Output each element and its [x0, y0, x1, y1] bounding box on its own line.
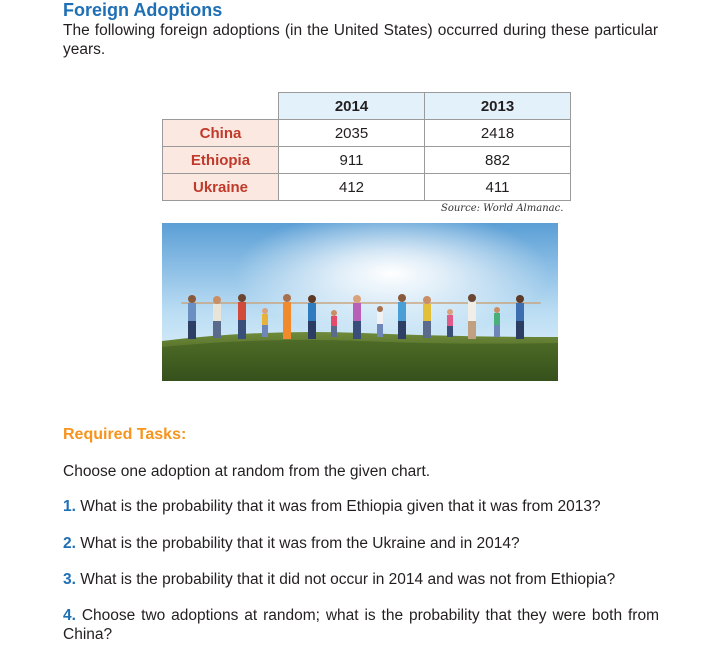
question-number: 3.	[63, 571, 76, 588]
table-cell: 411	[425, 174, 571, 201]
table-header-row	[163, 93, 571, 120]
row-header-china: China	[163, 120, 279, 147]
table-row	[163, 174, 571, 201]
question-3	[63, 570, 663, 589]
table-row	[163, 120, 571, 147]
table-cell: 882	[425, 147, 571, 174]
table-cell: 2418	[425, 120, 571, 147]
row-header-ukraine: Ukraine	[163, 174, 279, 201]
question-text: Choose two adoptions at random; what is the probability that they were both from China?	[63, 607, 659, 643]
table-cell: 412	[279, 174, 425, 201]
table-corner	[163, 93, 279, 120]
table-cell: 911	[279, 147, 425, 174]
intro-paragraph: The following foreign adoptions (in the United States) occurred during these particular years.	[63, 22, 658, 58]
family-photo	[162, 223, 558, 381]
question-number: 2.	[63, 535, 76, 552]
source-citation: Source: World Almanac.	[441, 203, 564, 214]
question-text: What is the probability that it was from Ethiopia given that it was from 2013?	[80, 498, 601, 515]
table-cell: 2035	[279, 120, 425, 147]
question-1	[63, 497, 663, 516]
tasks-heading: Required Tasks:	[63, 426, 187, 443]
question-number: 4.	[63, 607, 76, 624]
row-header-ethiopia: Ethiopia	[163, 147, 279, 174]
question-text: What is the probability that it did not occur in 2014 and was not from Ethiopia?	[80, 571, 616, 588]
column-header-2014: 2014	[279, 93, 425, 120]
question-4	[63, 606, 659, 644]
question-text: What is the probability that it was from the Ukraine and in 2014?	[80, 535, 520, 552]
page-title: Foreign Adoptions	[63, 0, 223, 20]
column-header-2013: 2013	[425, 93, 571, 120]
question-number: 1.	[63, 498, 76, 515]
question-2	[63, 534, 663, 553]
tasks-lead: Choose one adoption at random from the given chart.	[63, 463, 431, 480]
table-row	[163, 147, 571, 174]
adoptions-table	[162, 92, 571, 201]
